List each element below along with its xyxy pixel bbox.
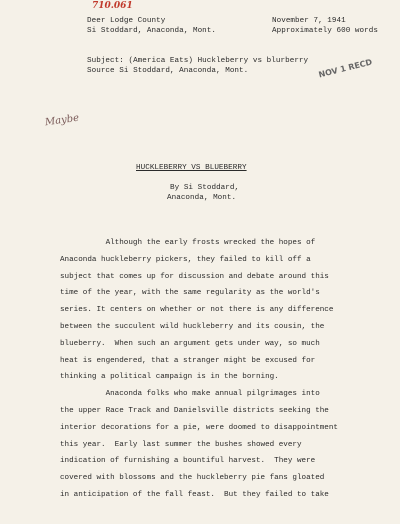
body-line: blueberry. When such an argument gets under way, so much [60,339,320,348]
received-stamp: NOV 1 RECD [317,57,374,80]
header-date: November 7, 1941 [272,17,346,25]
body-line: time of the year, with the same regularity as the world's [60,289,320,298]
body-line: covered with blossoms and the huckleberry pie fans gloated [60,474,325,483]
subject-line: Subject: (America Eats) Huckleberry vs blurberry [87,57,309,65]
body-line: thinking a political campaign is in the borning. [60,373,279,382]
document-title: HUCKLEBERRY VS BLUEBERRY [136,164,247,172]
source-line: Source Si Stoddard, Anaconda, Mont. [87,67,249,75]
header-county: Deer Lodge County [87,17,166,25]
handwritten-file-number: 710.061 [92,1,133,11]
body-line: in anticipation of the fall feast. But they failed to take [60,491,329,499]
title-byline: By Si Stoddard, [170,184,240,192]
body-line: heat is engendered, that a stranger might be excused for [60,356,316,365]
body-line: this year. Early last summer the bushes showed every [60,440,302,449]
body-line: Although the early frosts wrecked the hopes of [60,239,316,247]
body-line: subject that comes up for discussion and debate around this [60,272,329,281]
header-author: Si Stoddard, Anaconda, Mont. [87,27,216,35]
title-place: Anaconda, Mont. [167,194,237,202]
header-word-count: Approximately 600 words [272,27,378,35]
body-line: Anaconda folks who make annual pilgrimages into [60,390,320,399]
body-line: Anaconda huckleberry pickers, they failed to kill off a [60,255,311,264]
body-line: the upper Race Track and Danielsville districts seeking the [60,407,329,415]
body-line: interior decorations for a pie, were doomed to disappointment [60,423,338,432]
handwritten-margin-note: Maybe [44,112,80,129]
body-line: between the succulent wild huckleberry and its cousin, the [60,323,325,331]
body-line: series. It centers on whether or not there is any difference [60,306,334,315]
body-line: indication of furnishing a bountiful harvest. They were [60,457,316,466]
